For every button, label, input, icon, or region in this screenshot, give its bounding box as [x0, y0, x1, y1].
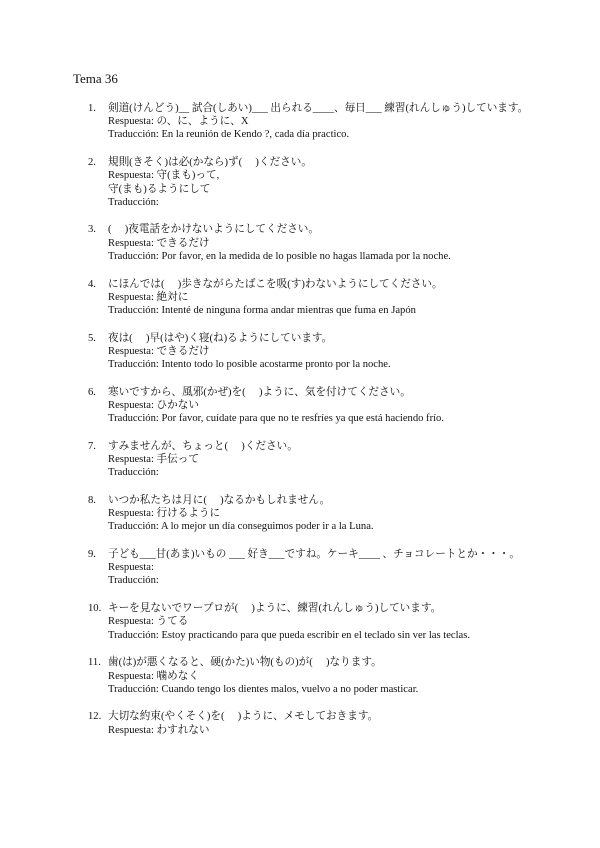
exercise-number: 5.	[88, 332, 96, 344]
exercise-translation: Traducción:	[108, 196, 159, 208]
exercise-item	[88, 710, 568, 736]
exercise-answer: Respuesta: できるだけ	[108, 237, 210, 249]
exercise-question: 寒いですから、風邪(かぜ)を( )ように、気を付けてください。	[108, 386, 411, 398]
exercise-item	[88, 602, 568, 642]
exercise-answer: Respuesta:	[108, 562, 154, 574]
exercise-item	[88, 386, 568, 426]
exercise-number: 4.	[88, 278, 96, 290]
exercise-translation: Traducción:	[108, 575, 159, 587]
exercise-translation: Traducción: Intenté de ninguna forma andar mientras que fuma en Japón	[108, 304, 416, 316]
exercise-body	[108, 548, 568, 588]
exercise-body	[108, 710, 568, 736]
exercise-body	[108, 332, 568, 372]
exercise-item	[88, 494, 568, 534]
exercise-body	[108, 223, 568, 263]
exercise-list	[88, 102, 568, 751]
exercise-answer: Respuesta: できるだけ	[108, 345, 210, 357]
exercise-translation: Traducción: A lo mejor un día conseguimos poder ir a la Luna.	[108, 521, 374, 533]
exercise-answer: Respuesta: 手伝って	[108, 454, 199, 466]
exercise-translation: Traducción: Por favor, cuídate para que no te resfríes ya que está haciendo frío.	[108, 413, 444, 425]
exercise-question: にほんでは( )歩きながらたばこを吸(す)わないようにしてください。	[108, 278, 443, 290]
exercise-body	[108, 102, 568, 142]
exercise-number: 9.	[88, 549, 96, 561]
exercise-answer: Respuesta: わすれない	[108, 724, 210, 736]
exercise-number: 1.	[88, 103, 96, 114]
exercise-item	[88, 440, 568, 480]
exercise-answer: Respuesta: 噛めなく	[108, 670, 199, 682]
exercise-answer: Respuesta: の、に、ように、X	[108, 116, 249, 128]
exercise-number: 10.	[88, 603, 102, 615]
exercise-body	[108, 494, 568, 534]
exercise-translation: Traducción:	[108, 467, 159, 479]
exercise-translation: Traducción: Intento todo lo posible acostarme pronto por la noche.	[108, 359, 391, 371]
exercise-question: いつか私たちは月に( )なるかもしれません。	[108, 494, 331, 506]
exercise-number: 2.	[88, 157, 96, 169]
exercise-answer-extra: 守(まも)るようにして	[108, 183, 211, 195]
exercise-answer: Respuesta: 行けるように	[108, 508, 221, 520]
exercise-question: 歯(は)が悪くなると、硬(かた)い物(もの)が( )なります。	[108, 657, 382, 669]
exercise-question: 規則(きそく)は必(かなら)ず( )ください。	[108, 157, 312, 169]
exercise-question: すみませんが、ちょっと( )ください。	[108, 440, 298, 452]
exercise-body	[108, 156, 568, 209]
exercise-answer: Respuesta: 守(まも)って,	[108, 170, 220, 182]
exercise-item	[88, 332, 568, 372]
exercise-translation: Traducción: Cuando tengo los dientes malos, vuelvo a no poder masticar.	[108, 683, 419, 695]
exercise-number: 8.	[88, 494, 96, 506]
exercise-item	[88, 102, 568, 142]
exercise-answer: Respuesta: 絶対に	[108, 291, 189, 303]
exercise-question: ( )夜電話をかけないようにしてください。	[108, 224, 319, 236]
exercise-item	[88, 223, 568, 263]
exercise-item	[88, 656, 568, 696]
exercise-item	[88, 156, 568, 209]
exercise-question: キーを見ないでワープロが( )ように、練習(れんしゅう)しています。	[108, 603, 442, 615]
exercise-item	[88, 548, 568, 588]
exercise-body	[108, 386, 568, 426]
exercise-body	[108, 656, 568, 696]
exercise-number: 7.	[88, 440, 96, 452]
exercise-translation: Traducción: En la reunión de Kendo ?, cada día practico.	[108, 129, 350, 141]
exercise-question: 夜は( )早(はや)く寝(ね)るようにしています。	[108, 332, 333, 344]
exercise-number: 11.	[88, 657, 101, 669]
exercise-translation: Traducción: Por favor, en la medida de lo posible no hagas llamada por la noche.	[108, 250, 451, 262]
exercise-question: 剣道(けんどう)__ 試合(しあい)___ 出られる____、毎日___ 練習(れんしゅう)しています。	[108, 103, 529, 114]
exercise-number: 12.	[88, 711, 102, 723]
exercise-number: 6.	[88, 386, 96, 398]
exercise-question: 子ども___甘(あま)いもの ___ 好き___ですね。ケーキ____ 、チョコレートとか・・・。	[108, 549, 520, 561]
exercise-body	[108, 602, 568, 642]
page-title: Tema 36	[73, 71, 118, 86]
exercise-number: 3.	[88, 224, 96, 236]
exercise-item	[88, 278, 568, 318]
exercise-body	[108, 278, 568, 318]
exercise-body	[108, 440, 568, 480]
exercise-answer: Respuesta: ひかない	[108, 399, 199, 411]
exercise-translation: Traducción: Estoy practicando para que pueda escribir en el teclado sin ver las teclas.	[108, 629, 471, 641]
exercise-answer: Respuesta: うてる	[108, 616, 189, 628]
exercise-question: 大切な約束(やくそく)を( )ように、メモしておきます。	[108, 711, 379, 723]
